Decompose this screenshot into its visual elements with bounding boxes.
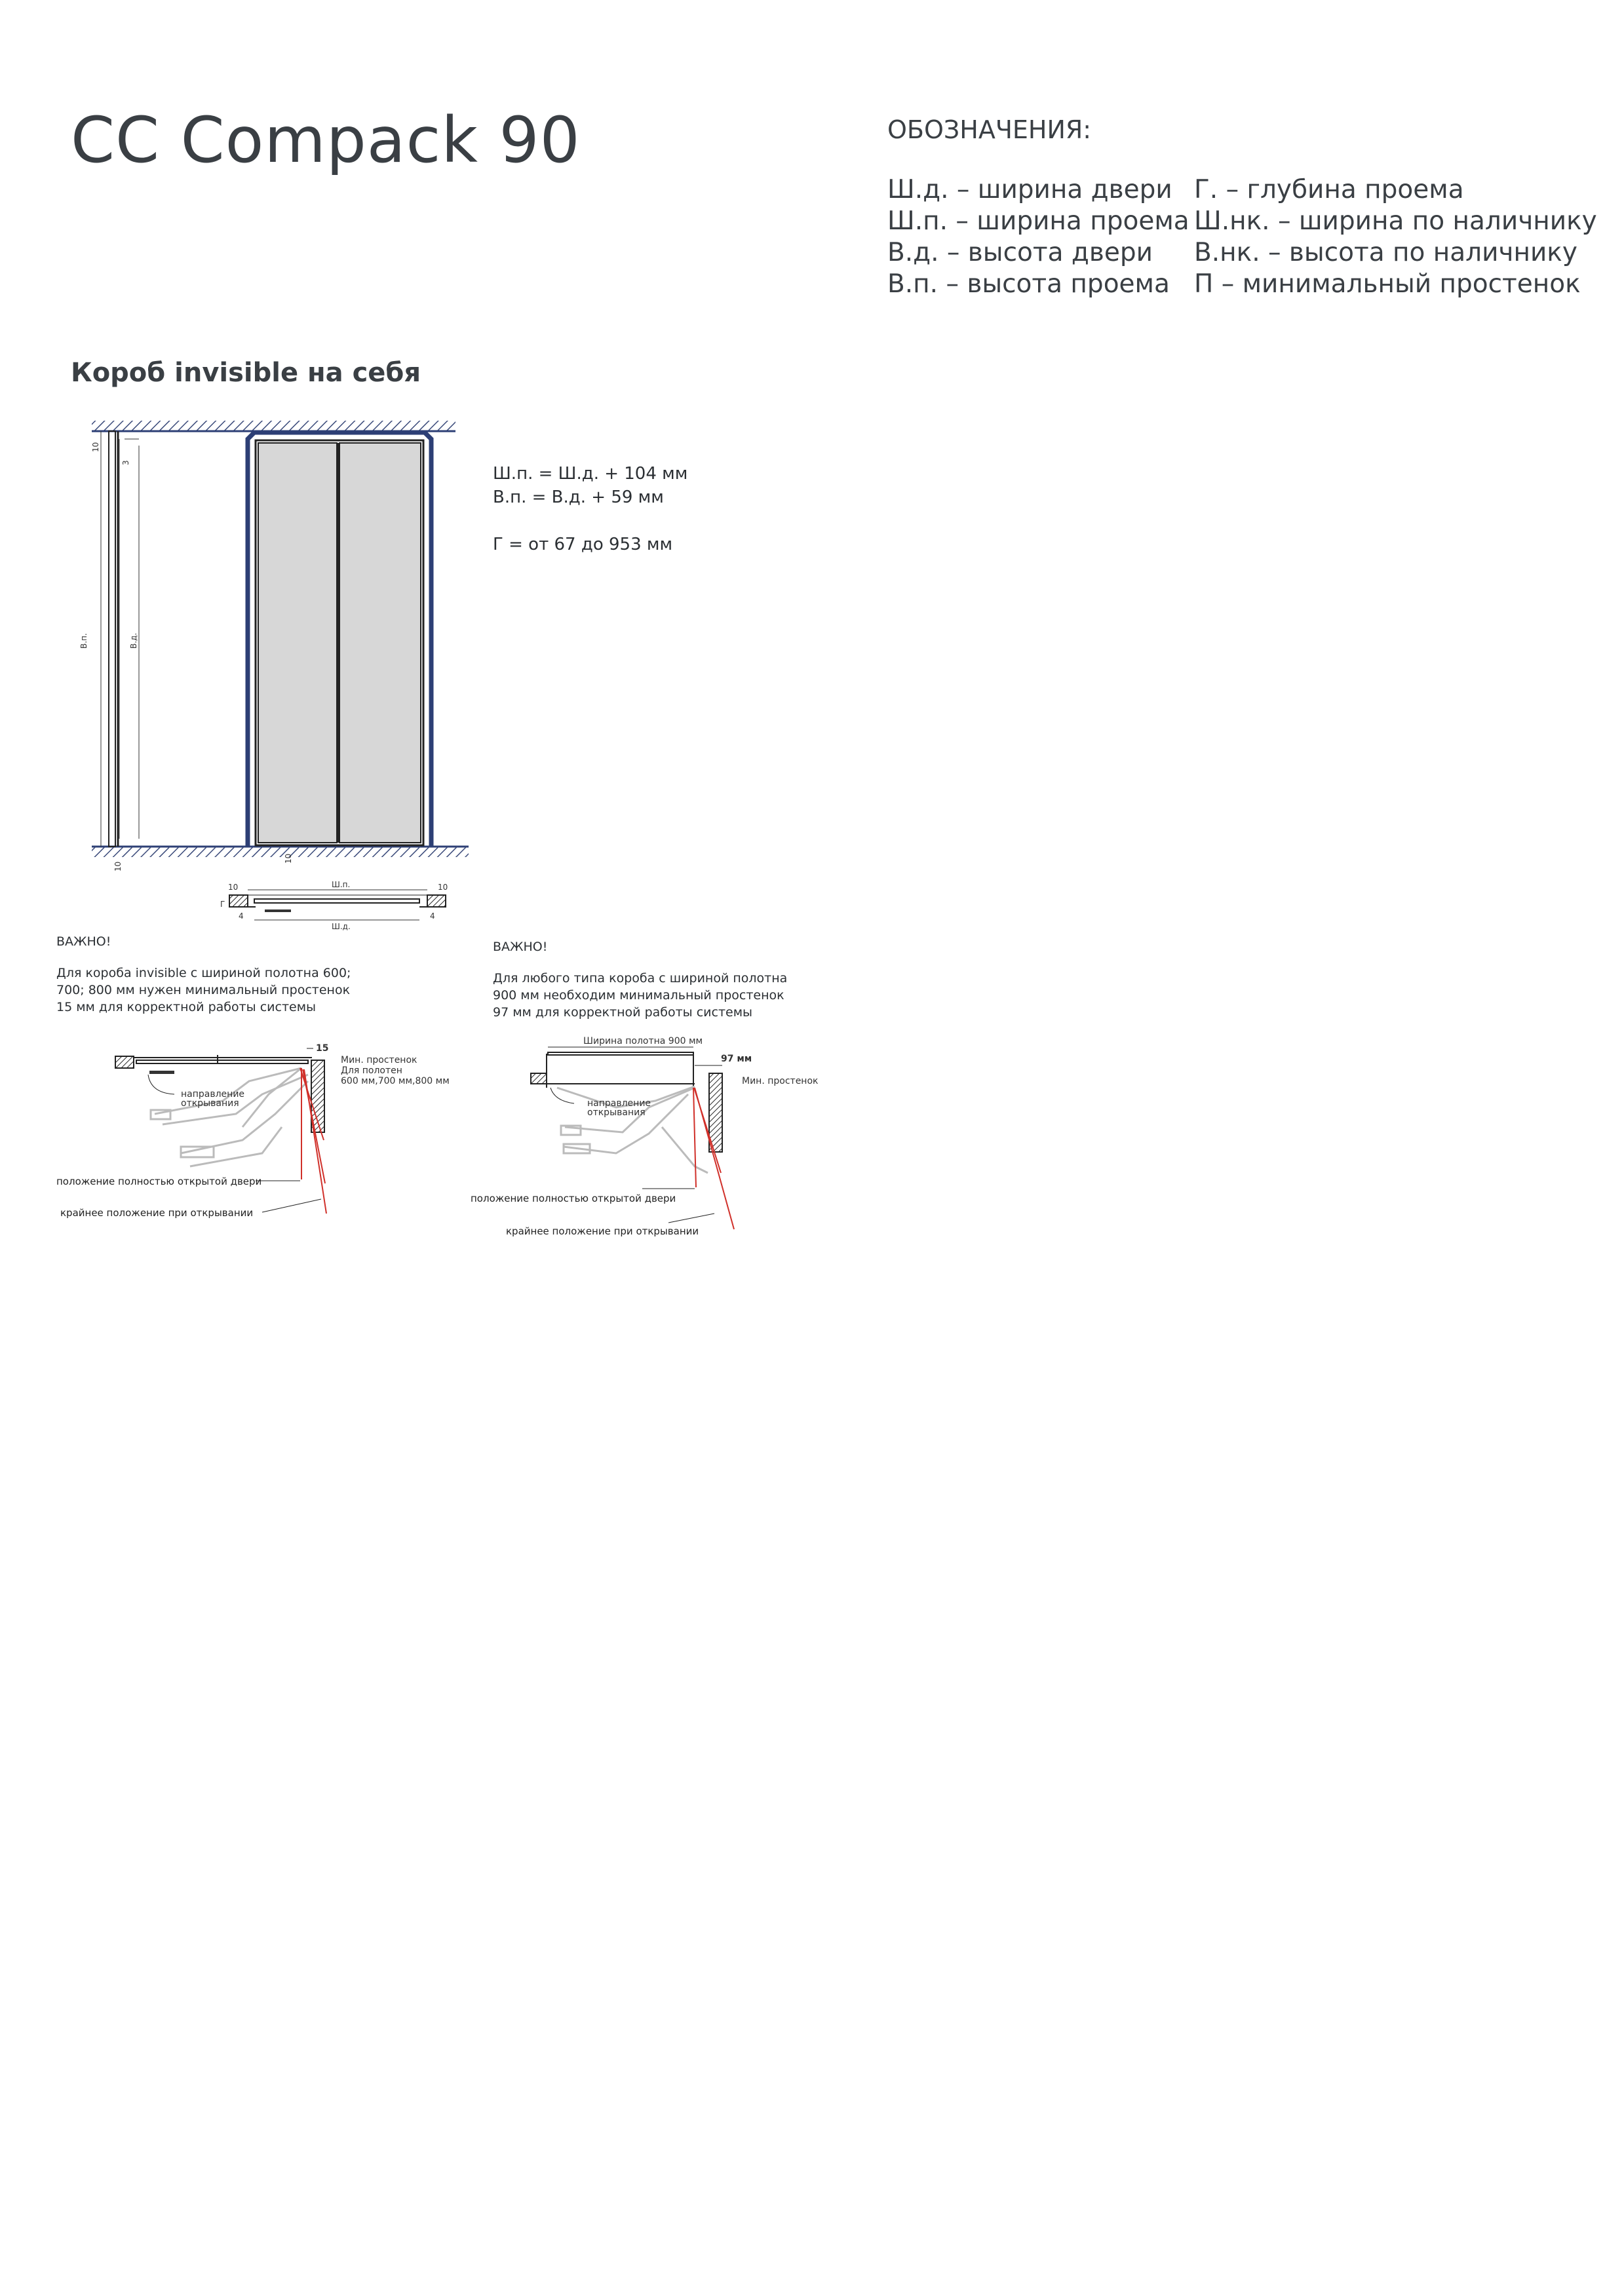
note-right-line: 97 мм для корректной работы системы bbox=[493, 1005, 753, 1020]
note-right bbox=[493, 938, 787, 1021]
note-right-heading: ВАЖНО! bbox=[493, 940, 548, 954]
legend-item: П – минимальный простенок bbox=[1194, 269, 1581, 299]
formulas bbox=[493, 462, 687, 556]
plan-door-leaf bbox=[254, 899, 419, 903]
plan-dim-right-top: 10 bbox=[438, 883, 448, 892]
min-wall-label: Для полотен bbox=[341, 1065, 402, 1076]
note-left-heading: ВАЖНО! bbox=[56, 934, 111, 949]
min-wall-label: Мин. простенок bbox=[341, 1055, 417, 1065]
note-left bbox=[56, 933, 351, 1016]
plan-drawing bbox=[216, 878, 459, 930]
min-wall-label: 600 мм,700 мм,800 мм bbox=[341, 1076, 450, 1086]
right-direction-label: открывания bbox=[587, 1107, 646, 1118]
right-label-open: положение полностью открытой двери bbox=[471, 1193, 676, 1204]
dim-vp: В.п. bbox=[79, 633, 88, 649]
legend-item: В.п. – высота проема bbox=[887, 269, 1170, 299]
dim-top-small: 3 bbox=[121, 460, 130, 465]
note-left-line: 700; 800 мм нужен минимальный простенок bbox=[56, 983, 351, 997]
left-diagram-dim: 15 bbox=[316, 1043, 329, 1054]
direction-label: направление bbox=[181, 1089, 245, 1100]
right-diagram-dim: 97 мм bbox=[721, 1054, 752, 1064]
note-right-line: Для любого типа короба с шириной полотна bbox=[493, 971, 788, 985]
left-label-extreme: крайнее положение при открывании bbox=[60, 1207, 254, 1219]
dim-vd: В.д. bbox=[129, 632, 138, 649]
dim-bottom-left: 10 bbox=[113, 861, 123, 871]
note-right-line: 900 мм необходим минимальный простенок bbox=[493, 988, 784, 1003]
plan-dim-sp: Ш.п. bbox=[332, 880, 351, 889]
note-left-line: 15 мм для корректной работы системы bbox=[56, 1000, 317, 1014]
right-label-extreme: крайнее положение при открывании bbox=[506, 1225, 699, 1237]
legend-item: Ш.д. – ширина двери bbox=[887, 175, 1172, 204]
formula-height: В.п. = В.д. + 59 мм bbox=[493, 488, 664, 507]
floor-hatch bbox=[92, 847, 469, 857]
legend-item: В.д. – высота двери bbox=[887, 238, 1153, 267]
plan-dim-left-top: 10 bbox=[228, 883, 239, 892]
side-profile bbox=[109, 431, 115, 847]
legend-right-column bbox=[1194, 174, 1597, 300]
door-leaf-left bbox=[258, 443, 337, 843]
legend-item: Г. – глубина проема bbox=[1194, 175, 1464, 204]
right-opening-diagram bbox=[518, 1035, 845, 1245]
legend-item: В.нк. – высота по наличнику bbox=[1194, 238, 1577, 267]
note-left-line: Для короба invisible с шириной полотна 600; bbox=[56, 966, 351, 980]
legend-item: Ш.п. – ширина проема bbox=[887, 206, 1189, 236]
dim-bottom-center: 10 bbox=[284, 853, 293, 864]
ceiling-hatch bbox=[92, 421, 455, 431]
left-label-open: положение полностью открытой двери bbox=[56, 1176, 262, 1187]
elevation-drawing bbox=[66, 413, 485, 871]
left-opening-diagram bbox=[52, 1042, 459, 1232]
legend-item: Ш.нк. – ширина по наличнику bbox=[1194, 206, 1597, 236]
plan-dim-left-bottom: 4 bbox=[239, 911, 244, 921]
direction-label: открывания bbox=[181, 1098, 239, 1109]
dim-top-left: 10 bbox=[91, 442, 100, 452]
right-direction-label: направление bbox=[587, 1098, 651, 1109]
formula-width: Ш.п. = Ш.д. + 104 мм bbox=[493, 464, 688, 484]
door-leaf-right bbox=[339, 443, 421, 843]
legend-left-column bbox=[887, 174, 1189, 300]
plan-dim-g: Г bbox=[220, 900, 225, 909]
right-min-wall-label: Мин. простенок bbox=[742, 1076, 819, 1086]
formula-depth: Г = от 67 до 953 мм bbox=[493, 535, 673, 554]
width-label: Ширина полотна 900 мм bbox=[583, 1036, 703, 1046]
legend-heading: ОБОЗНАЧЕНИЯ: bbox=[887, 115, 1092, 144]
plan-dim-sd: Ш.д. bbox=[332, 922, 351, 930]
section-title: Короб invisible на себя bbox=[71, 358, 421, 388]
plan-dim-right-bottom: 4 bbox=[430, 911, 435, 921]
page-title: CC Compack 90 bbox=[71, 104, 581, 177]
